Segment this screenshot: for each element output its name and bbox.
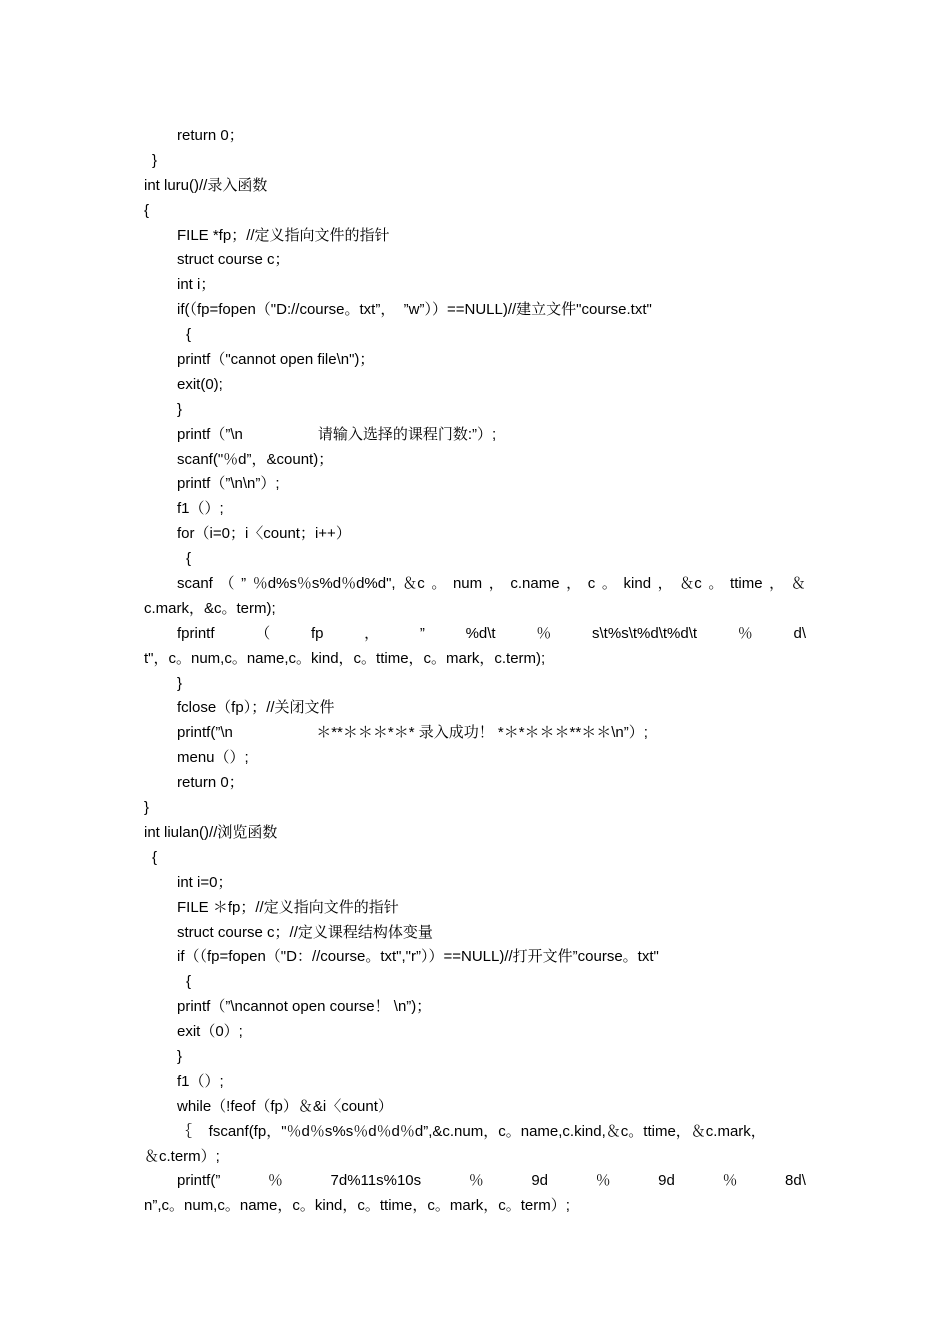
code-token: %d\t	[465, 624, 496, 642]
code-line: struct course c；//定义课程结构体变量	[177, 923, 433, 941]
code-token: （	[219, 575, 235, 593]
code-token: ，	[566, 575, 582, 593]
code-token: ”	[241, 575, 247, 593]
code-token: 7d%11s%10s	[330, 1172, 422, 1190]
code-line: printf（”\n 请输入选择的课程门数:”）;	[177, 425, 497, 443]
code-token: ％	[595, 1172, 611, 1190]
code-line: n”,c。num,c。name，c。kind，c。ttime，c。mark，c。term）;	[144, 1197, 570, 1215]
code-line: t"，c。num,c。name,c。kind，c。ttime，c。mark，c.term);	[144, 649, 546, 667]
code-token: 8d\	[785, 1172, 806, 1190]
code-line: {	[144, 201, 150, 219]
code-token: num	[452, 575, 483, 593]
code-line: while（!feof（fp）＆&i〈count）	[177, 1097, 393, 1115]
code-token: s\t%s\t%d\t%d\t	[592, 624, 698, 642]
code-token: ％	[737, 624, 753, 642]
code-line: }	[177, 400, 183, 418]
code-line: exit（0）;	[177, 1023, 243, 1041]
code-line: int luru()//录入函数	[144, 176, 268, 194]
code-line: {	[152, 848, 158, 866]
code-token: fp	[310, 624, 324, 642]
code-token: ttime	[730, 575, 763, 593]
code-line: c.mark，&c。term);	[144, 599, 276, 617]
code-line: }	[144, 799, 150, 817]
code-line: }	[177, 1047, 183, 1065]
code-token: kind	[623, 575, 652, 593]
code-line-justified	[144, 622, 806, 647]
code-token: ％	[267, 1172, 283, 1190]
code-token: ，	[364, 624, 380, 642]
code-token: ”	[419, 624, 425, 642]
code-token: ＆	[790, 575, 806, 593]
code-token: 。	[601, 575, 617, 593]
code-line: printf（”\n\n”）;	[177, 475, 280, 493]
code-line: f1（）;	[177, 1072, 224, 1090]
code-token: ％	[536, 624, 552, 642]
code-line: int i；	[177, 276, 216, 294]
code-line: if（（fp=fopen（"D：//course。txt","r”））==NULL)//打开文件”course。txt"	[177, 948, 659, 966]
code-line: int i=0；	[177, 873, 233, 891]
code-line: menu（）;	[177, 749, 249, 767]
code-line: return 0；	[177, 774, 244, 792]
code-line: f1（）;	[177, 500, 224, 518]
code-line: if(（fp=fopen（"D://course。txt”， ”w”））==NULL)//建立文件"course.txt"	[177, 301, 652, 319]
code-line: FILE ＊fp；//定义指向文件的指针	[177, 898, 399, 916]
code-line: for（i=0；i〈count；i++）	[177, 525, 351, 543]
code-token: ，	[769, 575, 785, 593]
code-line: printf（"cannot open file\n")；	[177, 351, 375, 369]
code-line: printf（”\ncannot open course！ \n”)；	[177, 998, 432, 1016]
code-line: int liulan()//浏览函数	[144, 823, 278, 841]
code-token: 。	[431, 575, 447, 593]
code-line: {	[186, 550, 192, 568]
code-line: }	[152, 151, 158, 169]
code-line: {	[186, 326, 192, 344]
code-line: return 0；	[177, 127, 244, 144]
code-line: {	[186, 973, 192, 991]
code-token: ％	[468, 1172, 484, 1190]
code-token: ％d%s％s%d％d%d",	[252, 575, 396, 593]
code-line-justified	[144, 1169, 806, 1194]
code-line: fclose（fp）；//关闭文件	[177, 699, 335, 717]
code-token: 9d	[531, 1172, 548, 1190]
code-token: ＆c	[679, 575, 702, 593]
code-token: fprintf	[177, 624, 215, 642]
code-token: d\	[793, 624, 806, 642]
code-token: ＆c	[402, 575, 425, 593]
code-line: ｛ fscanf(fp，"％d％s%s％d％d％d”,&c.num，c。name,c.kind,＆c。ttime，＆c.mark，	[177, 1122, 766, 1140]
code-token: ，	[488, 575, 504, 593]
code-token: scanf	[177, 575, 213, 593]
code-line-justified	[144, 572, 806, 597]
code-token: printf(”	[177, 1172, 221, 1190]
code-line: struct course c；	[177, 251, 290, 269]
code-token: ，	[657, 575, 673, 593]
code-token: ％	[722, 1172, 738, 1190]
code-line: printf(”\n ＊**＊＊＊*＊* 录入成功！ *＊*＊＊＊**＊＊\n”）;	[177, 724, 648, 742]
code-line: exit(0);	[177, 375, 223, 393]
code-token: 9d	[658, 1172, 675, 1190]
code-listing	[144, 124, 806, 1219]
code-line: ＆c.term）;	[144, 1147, 220, 1165]
code-token: c	[587, 575, 596, 593]
code-line: }	[177, 674, 183, 692]
code-token: （	[255, 624, 271, 642]
code-token: c.name	[510, 575, 560, 593]
code-line: FILE *fp；//定义指向文件的指针	[177, 226, 390, 244]
code-token: 。	[708, 575, 724, 593]
code-line: scanf("％d”，&count)；	[177, 450, 334, 468]
